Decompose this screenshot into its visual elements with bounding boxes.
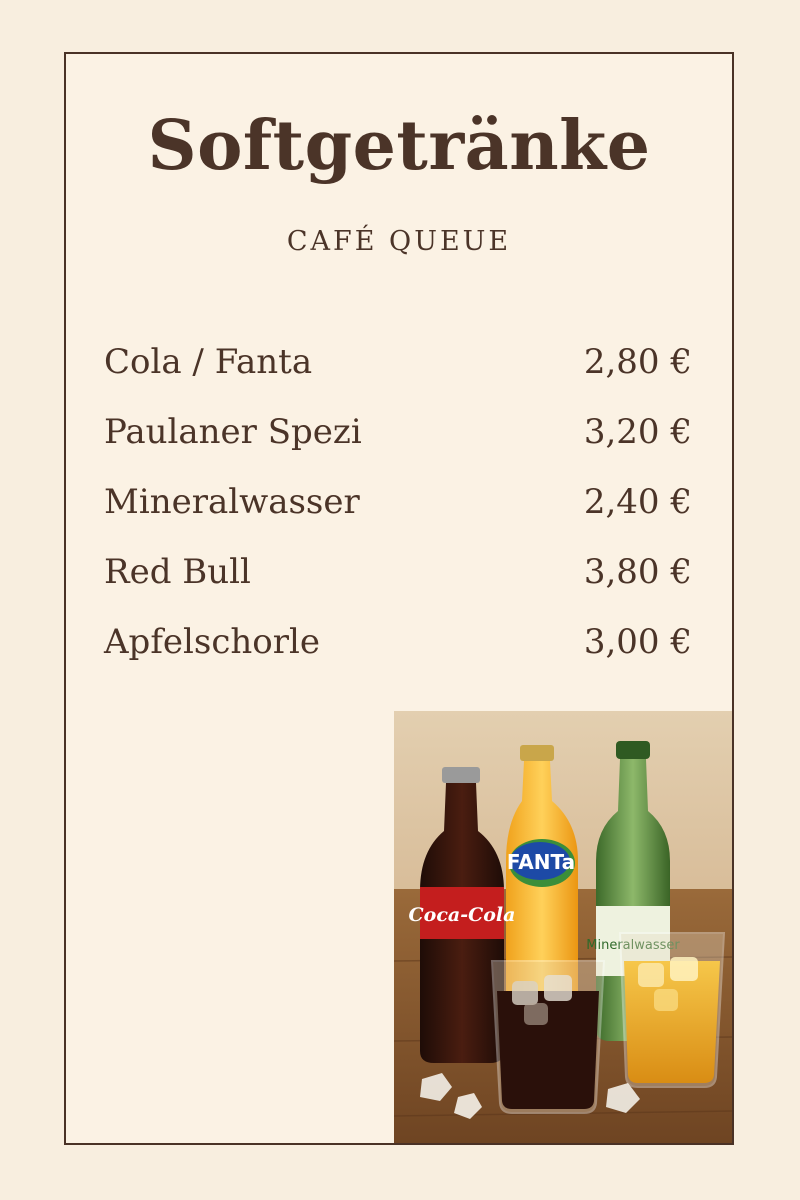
cola-label: Coca-Cola [408,904,516,926]
drinks-photo [394,711,734,1145]
item-name: Mineralwasser [104,482,360,522]
item-price: 3,20 € [583,412,692,452]
item-name: Paulaner Spezi [104,412,362,452]
menu-item [104,412,692,482]
menu-item [104,552,692,622]
menu-item [104,622,692,692]
menu-card [64,52,734,1145]
item-price: 2,40 € [583,482,692,522]
menu-item [104,482,692,552]
juice-glass [620,933,724,1087]
item-name: Apfelschorle [104,622,321,662]
fanta-label: FANTa [506,850,576,874]
item-price: 3,00 € [583,622,692,662]
drink-list [104,342,692,692]
item-price: 3,80 € [583,552,692,592]
item-name: Cola / Fanta [104,342,313,382]
item-price: 2,80 € [583,342,692,382]
cafe-name: CAFÉ QUEUE [286,226,512,257]
water-label: Mineralwasser [586,938,680,953]
cola-glass [492,961,604,1113]
menu-title: Softgetränke [147,106,651,186]
item-name: Red Bull [104,552,251,592]
menu-item [104,342,692,412]
